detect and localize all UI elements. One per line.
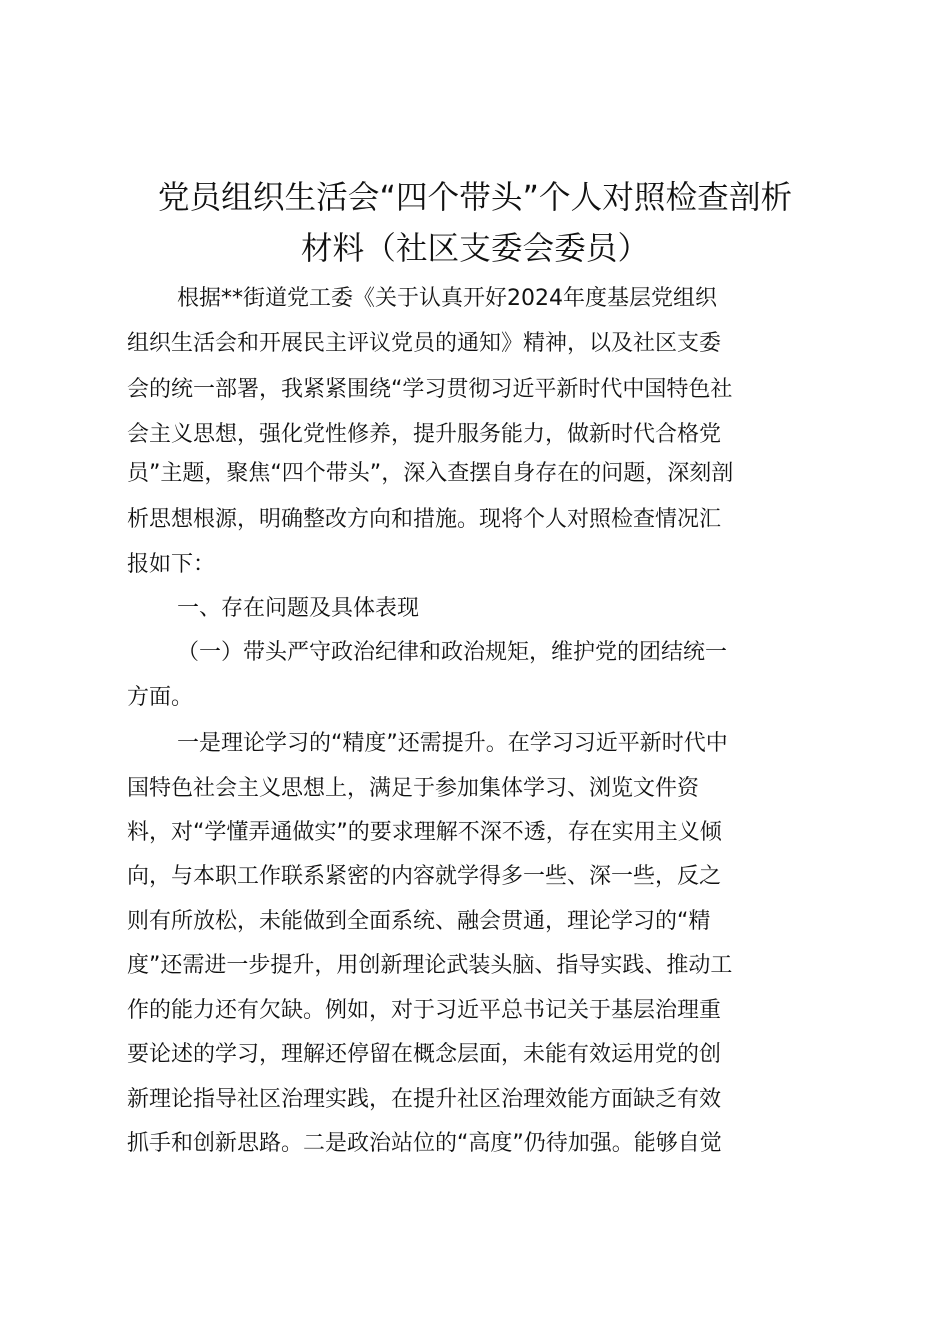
body-text-line: 料，对“学懂弄通做实”的要求理解不深不透，存在实用主义倾 bbox=[127, 820, 722, 845]
body-text-line: 国特色社会主义思想上，满足于参加集体学习、浏览文件资 bbox=[127, 776, 700, 801]
body-text-line: 要论述的学习，理解还停留在概念层面，未能有效运用党的创 bbox=[127, 1042, 722, 1067]
document-title-line-2: 材料（社区支委会委员） bbox=[300, 231, 650, 267]
body-text-line: 度”还需进一步提升，用创新理论武装头脑、指导实践、推动工 bbox=[127, 953, 733, 978]
body-text-line: 新理论指导社区治理实践，在提升社区治理效能方面缺乏有效 bbox=[127, 1087, 722, 1112]
body-text-line: 析思想根源，明确整改方向和措施。现将个人对照检查情况汇 bbox=[127, 507, 722, 532]
body-text-line: 抓手和创新思路。二是政治站位的“高度”仍待加强。能够自觉 bbox=[127, 1131, 722, 1156]
body-text-line: 则有所放松，未能做到全面系统、融会贯通，理论学习的“精 bbox=[127, 909, 711, 934]
body-text-line: 一是理论学习的“精度”还需提升。在学习习近平新时代中 bbox=[177, 731, 728, 756]
subsection-heading-line-1: （一）带头严守政治纪律和政治规矩，维护党的团结统一 bbox=[177, 640, 728, 665]
body-text-line: 会主义思想，强化党性修养，提升服务能力，做新时代合格党 bbox=[127, 422, 722, 447]
body-text-line: 报如下： bbox=[127, 552, 216, 577]
document-title-line-1: 党员组织生活会“四个带头”个人对照检查剖析 bbox=[157, 180, 793, 216]
body-text-line: 向，与本职工作联系紧密的内容就学得多一些、深一些，反之 bbox=[127, 864, 722, 889]
body-text-line: 根据**街道党工委《关于认真开好2024年度基层党组织 bbox=[177, 286, 717, 311]
section-heading: 一、存在问题及具体表现 bbox=[177, 596, 420, 621]
subsection-heading-line-2: 方面。 bbox=[127, 685, 194, 710]
body-text-line: 会的统一部署，我紧紧围绕“学习贯彻习近平新时代中国特色社 bbox=[127, 377, 733, 402]
body-text-line: 组织生活会和开展民主评议党员的通知》精神，以及社区支委 bbox=[127, 331, 722, 356]
body-text-line: 作的能力还有欠缺。例如，对于习近平总书记关于基层治理重 bbox=[127, 998, 722, 1023]
body-text-line: 员”主题，聚焦“四个带头”，深入查摆自身存在的问题，深刻剖 bbox=[127, 461, 734, 486]
